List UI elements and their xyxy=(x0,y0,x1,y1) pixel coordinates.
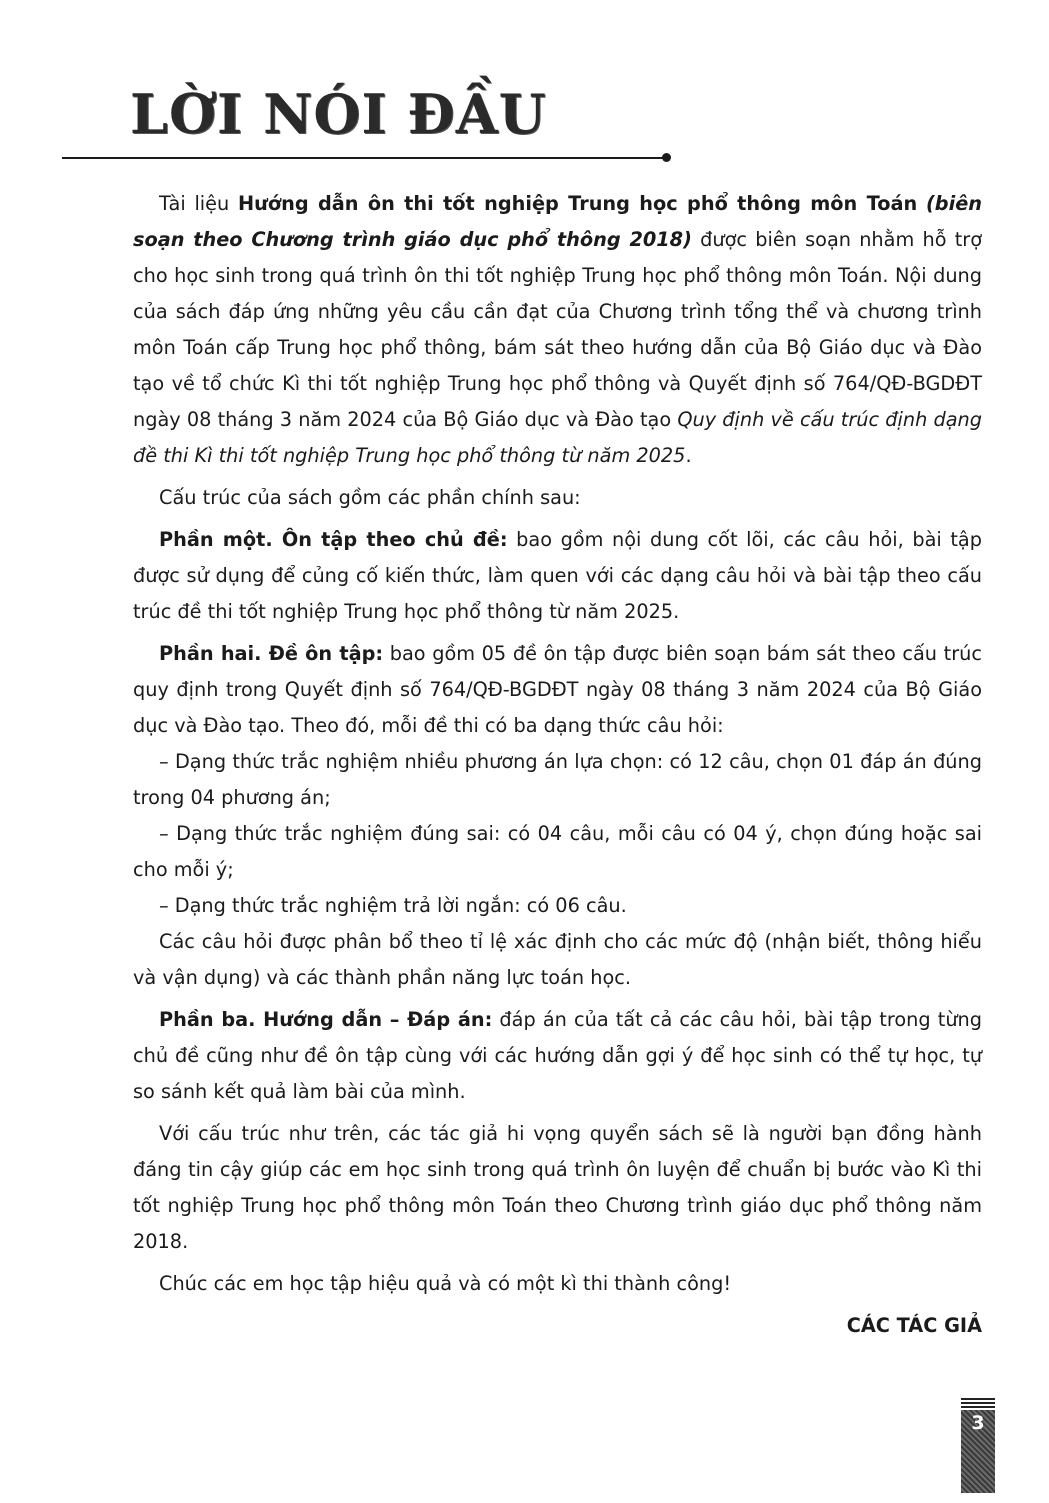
list-item: – Dạng thức trắc nghiệm nhiều phương án lựa chọn: có 12 câu, chọn 01 đáp án đúng trong 04 phương án; xyxy=(133,750,982,809)
paragraph-wish: Chúc các em học tập hiệu quả và có một kì thi thành công! xyxy=(159,1272,732,1295)
title-underline-dot xyxy=(662,153,671,162)
preface-body xyxy=(133,186,982,1344)
paragraph-structure: Cấu trúc của sách gồm các phần chính sau: xyxy=(159,486,581,509)
signature: CÁC TÁC GIẢ xyxy=(846,1314,982,1337)
intro-text-a: Tài liệu xyxy=(159,192,239,215)
paragraph-hope: Với cấu trúc như trên, các tác giả hi vọng quyển sách sẽ là người bạn đồng hành đáng tin cậy giúp các em học sinh trong quá trình ôn luyện để chuẩn bị bước vào Kì thi tốt nghiệp Trung học phổ thông môn Toán theo Chương trình giáo dục phổ thông năm 2018. xyxy=(133,1122,982,1253)
paragraph-part-three xyxy=(133,1002,982,1110)
page-title: LỜI NÓI ĐẦU xyxy=(130,82,547,146)
regulation-title: Quy định về cấu trúc định dạng đề thi Kì thi tốt nghiệp Trung học phổ thông từ năm 2025 xyxy=(133,408,982,467)
title-underline xyxy=(62,157,667,159)
intro-period: . xyxy=(685,444,692,467)
page-number-lines xyxy=(961,1398,995,1410)
intro-space xyxy=(917,192,926,215)
part-two-text: bao gồm 05 đề ôn tập được biên soạn bám sát theo cấu trúc quy định trong Quyết định số 764/QĐ-BGDĐT ngày 08 tháng 3 năm 2024 của Bộ Giáo dục và Đào tạo. Theo đó, mỗi đề thi có ba dạng thức câu hỏi: xyxy=(133,642,982,737)
paragraph-distribution: Các câu hỏi được phân bổ theo tỉ lệ xác định cho các mức độ (nhận biết, thông hiểu và vận dụng) và các thành phần năng lực toán học. xyxy=(133,930,982,989)
list-item: – Dạng thức trắc nghiệm đúng sai: có 04 câu, mỗi câu có 04 ý, chọn đúng hoặc sai cho mỗi ý; xyxy=(133,822,982,881)
list-item: – Dạng thức trắc nghiệm trả lời ngắn: có 06 câu. xyxy=(159,894,627,917)
book-title: Hướng dẫn ôn thi tốt nghiệp Trung học phổ thông môn Toán xyxy=(238,192,918,215)
paragraph-part-one xyxy=(133,522,982,630)
part-one-text: bao gồm nội dung cốt lõi, các câu hỏi, bài tập được sử dụng để củng cố kiến thức, làm quen với các dạng câu hỏi và bài tập theo cấu trúc đề thi tốt nghiệp Trung học phổ thông từ năm 2025. xyxy=(133,528,982,623)
part-one-label: Phần một. Ôn tập theo chủ đề: xyxy=(159,528,508,551)
part-three-text: đáp án của tất cả các câu hỏi, bài tập trong từng chủ đề cũng như đề ôn tập cùng với các hướng dẫn gợi ý để học sinh có thể tự học, tự so sánh kết quả làm bài của mình. xyxy=(133,1008,982,1103)
paragraph-part-two xyxy=(133,636,982,744)
part-two-label: Phần hai. Đề ôn tập: xyxy=(159,642,384,665)
page-number: 3 xyxy=(971,1412,985,1434)
paragraph-intro xyxy=(133,186,982,474)
book-subtitle: (biên soạn theo Chương trình giáo dục phổ thông 2018) xyxy=(133,192,982,251)
part-three-label: Phần ba. Hướng dẫn – Đáp án: xyxy=(159,1008,493,1031)
intro-text-e: được biên soạn nhằm hỗ trợ cho học sinh trong quá trình ôn thi tốt nghiệp Trung học phổ thông môn Toán. Nội dung của sách đáp ứng những yêu cầu cần đạt của Chương trình tổng thể và chương trình môn Toán cấp Trung học phổ thông, bám sát theo hướng dẫn của Bộ Giáo dục và Đào tạo về tổ chức Kì thi tốt nghiệp Trung học phổ thông và Quyết định số 764/QĐ-BGDĐT ngày 08 tháng 3 năm 2024 của Bộ Giáo dục và Đào tạo xyxy=(133,228,982,431)
